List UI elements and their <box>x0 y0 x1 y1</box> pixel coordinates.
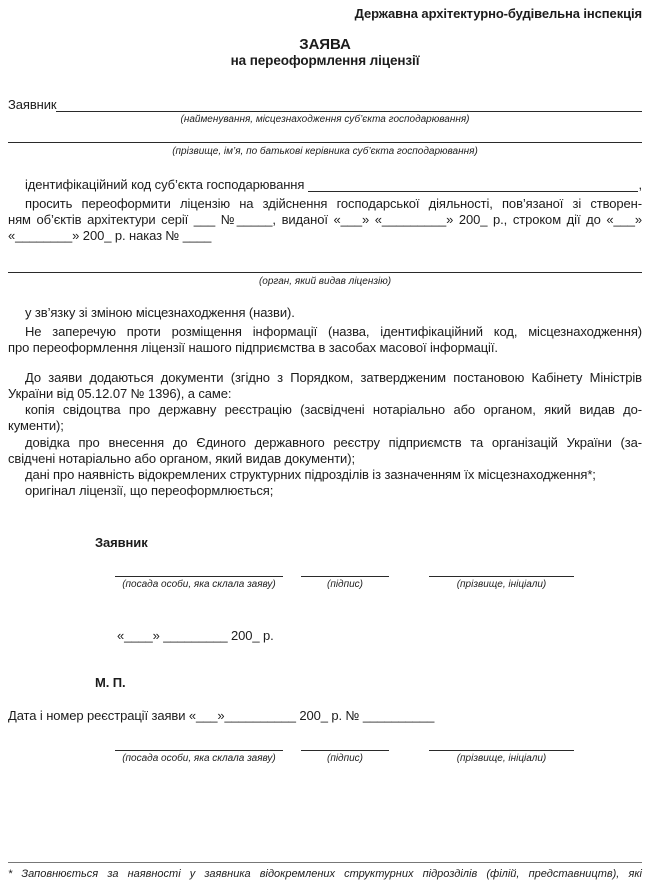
stamp-label: М. П. <box>95 675 126 690</box>
date-blank-line: «____» _________ 200_ р. <box>117 628 274 643</box>
signature-name-field: (прізвище, ініціали) <box>429 576 574 591</box>
id-code-blank <box>308 178 638 192</box>
document-subtitle: на переоформлення ліцензії <box>230 53 420 68</box>
issuer-caption: (орган, який видав ліцензію) <box>258 276 392 287</box>
license-paragraph-line: ням об’єктів архітектури серії ___ №_____, виданої «___» «_________» 200_ р., строком дії до «___» <box>8 212 642 227</box>
signature-position-field: (посада особи, яка склала заяву) <box>115 576 283 591</box>
no-objection-line: Не заперечую проти розміщення інформації (назва, ідентифікаційний код, місцезнаходження) <box>25 324 642 339</box>
id-code-suffix: , <box>638 177 642 192</box>
applicant-name-caption: (найменування, місцезнаходження суб’єкта господарювання) <box>180 114 470 125</box>
footnote-text: * Заповнюється за наявності у заявника відокремлених структурних підрозділів (філій, представництв), які <box>8 868 642 880</box>
signature-row <box>115 750 642 765</box>
document-item-line: копія свідоцтва про державну реєстрацію (засвідчені нотаріально або органом, який видав до- <box>25 402 642 417</box>
document-item-line: довідка про внесення до Єдиного державного реєстру підприємств та організацій України (за- <box>25 435 642 450</box>
signature-position-field: (посада особи, яка склала заяву) <box>115 750 283 765</box>
document-item-line: дані про наявність відокремлених структурних підрозділів із зазначенням їх місцезнаходження*; <box>25 467 596 482</box>
documents-intro-line: До заяви додаються документи (згідно з Порядком, затвердженим постановою Кабінету Міністрів <box>25 370 642 385</box>
issuer-blank <box>8 272 642 273</box>
documents-intro-line: України від 05.12.07 № 1396), а саме: <box>8 386 232 401</box>
document-title: ЗАЯВА <box>299 36 351 53</box>
license-paragraph-line: «________» 200_ р. наказ № ____ <box>8 228 212 243</box>
license-paragraph-line: просить переоформити ліцензію на здійснення господарської діяльності, пов’язаної зі створен- <box>25 196 642 211</box>
id-code-row <box>8 177 642 192</box>
no-objection-line: про переоформлення ліцензії нашого підприємства в засобах масової інформації. <box>8 340 498 355</box>
document-item-line: кументи); <box>8 418 64 433</box>
id-code-label: ідентифікаційний код суб’єкта господарювання <box>25 177 305 192</box>
reason-paragraph: у зв’язку зі зміною місцезнаходження (назви). <box>25 305 295 320</box>
agency-header: Державна архітектурно-будівельна інспекція <box>354 6 642 21</box>
applicant-label: Заявник <box>8 97 57 112</box>
applicant-name-blank <box>56 98 642 112</box>
applicant-head-blank <box>8 142 642 143</box>
signature-name-field: (прізвище, ініціали) <box>429 750 574 765</box>
document-item-line: свідчені нотаріально або органом, який видав документи); <box>8 451 355 466</box>
document-item-line: оригінал ліцензії, що переоформлюється; <box>25 483 274 498</box>
applicant-head-caption: (прізвище, ім’я, по батькові керівника суб’єкта господарювання) <box>172 146 478 157</box>
footnote-rule <box>8 862 642 863</box>
applicant-row <box>8 98 642 112</box>
signature-section-label: Заявник <box>95 535 148 550</box>
signature-sign-field: (підпис) <box>301 576 389 591</box>
registration-line: Дата і номер реєстрації заяви «___»__________ 200_ р. № __________ <box>8 708 435 723</box>
signature-row <box>115 576 642 591</box>
signature-sign-field: (підпис) <box>301 750 389 765</box>
